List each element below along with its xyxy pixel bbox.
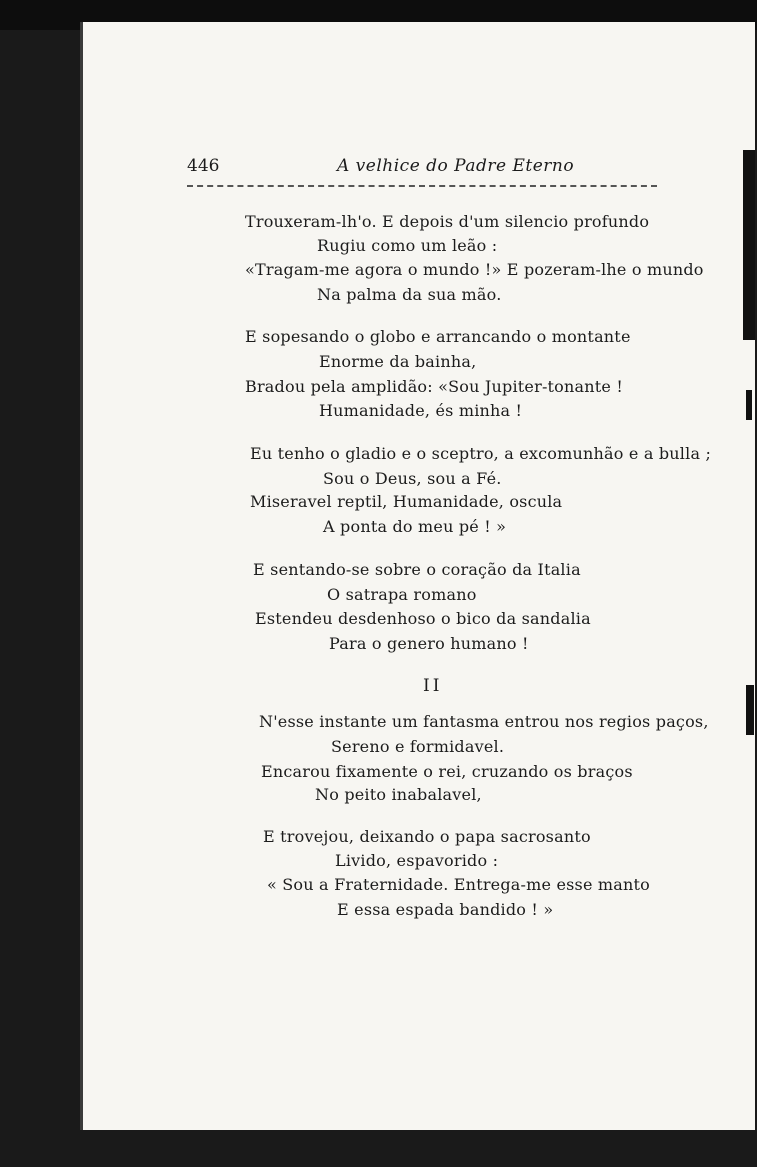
section-number: II xyxy=(423,676,443,696)
verse-line: A ponta do meu pé ! » xyxy=(323,517,507,536)
verse-line: Bradou pela amplidão: «Sou Jupiter-tonante ! xyxy=(245,377,623,396)
poem xyxy=(83,22,755,1130)
verse-line: Sou o Deus, sou a Fé. xyxy=(323,469,502,488)
page-number: 446 xyxy=(187,156,220,176)
verse-line: E sentando-se sobre o coração da Italia xyxy=(253,560,581,579)
verse-line: Para o genero humano ! xyxy=(329,634,529,653)
verse-line: N'esse instante um fantasma entrou nos regios paços, xyxy=(259,712,709,731)
verse-line: «Tragam-me agora o mundo !» E pozeram-lhe o mundo xyxy=(245,260,704,279)
verse-line: O satrapa romano xyxy=(327,585,477,604)
verse-line: Miseravel reptil, Humanidade, oscula xyxy=(250,492,563,511)
verse-line: E essa espada bandido ! » xyxy=(337,900,554,919)
verse-line: Eu tenho o gladio e o sceptro, a excomunhão e a bulla ; xyxy=(250,444,712,463)
verse-line: Enorme da bainha, xyxy=(319,352,477,371)
verse-line: Humanidade, és minha ! xyxy=(319,401,523,420)
verse-line: E trovejou, deixando o papa sacrosanto xyxy=(263,827,591,846)
verse-line: Rugiu como um leão : xyxy=(317,236,498,255)
verse-line: Trouxeram-lh'o. E depois d'um silencio profundo xyxy=(245,212,650,231)
verse-line: Encarou fixamente o rei, cruzando os braços xyxy=(261,762,633,781)
book-page xyxy=(80,22,755,1130)
scan-edge-mark xyxy=(746,685,754,735)
running-title: A velhice do Padre Eterno xyxy=(337,156,575,176)
verse-line: Estendeu desdenhoso o bico da sandalia xyxy=(255,609,591,628)
verse-line: Sereno e formidavel. xyxy=(331,737,505,756)
scan-edge-mark xyxy=(746,390,752,420)
verse-line: No peito inabalavel, xyxy=(315,785,482,804)
scan-edge-mark xyxy=(743,150,755,340)
verse-line: « Sou a Fraternidade. Entrega-me esse manto xyxy=(267,875,650,894)
verse-line: Livido, espavorido : xyxy=(335,851,499,870)
verse-line: Na palma da sua mão. xyxy=(317,285,502,304)
verse-line: E sopesando o globo e arrancando o montante xyxy=(245,327,631,346)
